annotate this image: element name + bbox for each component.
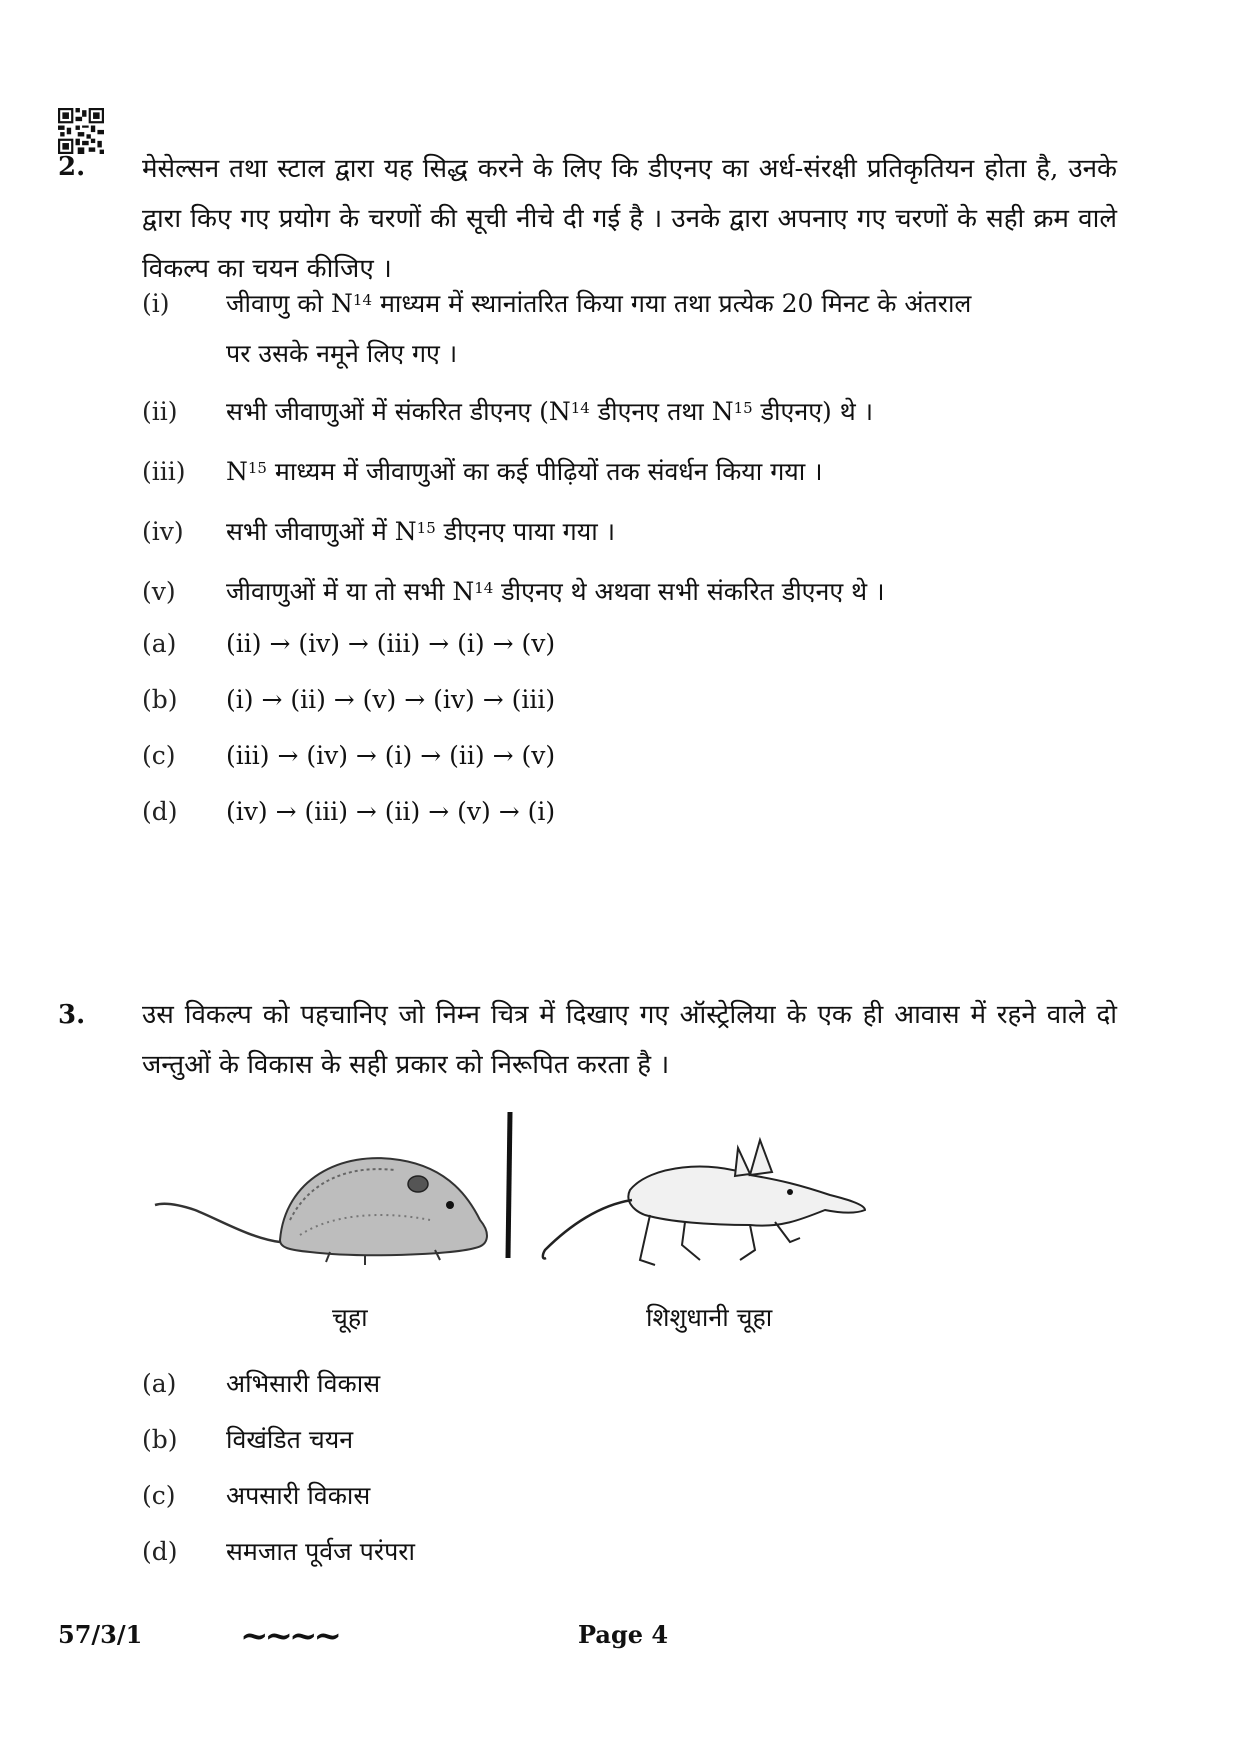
step-iii: (iii) $N^{15}$ माध्यम में जीवाणुओं का कई पीढ़ियों तक संवर्धन किया गया । — [142, 452, 823, 492]
caption-marsupial-mouse: शिशुधानी चूहा — [646, 1303, 773, 1332]
question-3-text: उस विकल्प को पहचानिए जो निम्न चित्र में दिखाए गए ऑस्ट्रेलिया के एक ही आवास में रहने वाले दो जन्तुओं के विकास के सही प्रकार को निरूपित करता है । — [142, 1000, 1117, 1080]
animals-figure — [150, 1110, 890, 1310]
option-label: (b) — [142, 1425, 178, 1454]
option-label: (a) — [142, 629, 177, 658]
option-text: (iii) → (iv) → (i) → (ii) → (v) — [226, 741, 556, 770]
step-v: (v) जीवाणुओं में या तो सभी $N^{14}$ डीएनए थे अथवा सभी संकरित डीएनए थे । — [142, 572, 885, 612]
option-label: (d) — [142, 797, 178, 826]
option-label: (c) — [142, 1481, 176, 1510]
q2-option-c[interactable] — [142, 736, 555, 776]
q3-option-a[interactable] — [142, 1364, 380, 1404]
figure-divider — [508, 1112, 510, 1258]
option-text: (i) → (ii) → (v) → (iv) → (iii) — [226, 685, 556, 714]
step-label: (ii) — [142, 397, 178, 426]
option-label: (b) — [142, 685, 178, 714]
marsupial-mouse-illustration — [543, 1140, 865, 1265]
question-3-number: 3. — [58, 1000, 86, 1030]
question-2-text: मेसेल्सन तथा स्टाल द्वारा यह सिद्ध करने के लिए कि डीएनए का अर्ध-संरक्षी प्रतिकृतियन होता है, उनके द्वारा किए गए प्रयोग के चरणों की सूची नीचे दी गई है । उनके द्वारा अपनाए गए चरणों के सही क्रम वाले विकल्प का चयन कीजिए । — [142, 154, 1117, 284]
q3-option-d[interactable] — [142, 1532, 415, 1572]
caption-rat: चूहा — [332, 1303, 368, 1332]
step-label: (v) — [142, 577, 176, 606]
option-text: अपसारी विकास — [226, 1481, 371, 1510]
qr-code — [58, 108, 104, 154]
step-label: (iv) — [142, 517, 184, 546]
footer-tilde: ~~~~ — [240, 1616, 338, 1656]
step-i: (i) जीवाणु को $N^{14}$ माध्यम में स्थानांतरित किया गया तथा प्रत्येक 20 मिनट के अंतराल — [142, 284, 971, 324]
option-text: अभिसारी विकास — [226, 1369, 381, 1398]
option-text: समजात पूर्वज परंपरा — [226, 1537, 415, 1566]
paper-code: 57/3/1 — [58, 1620, 143, 1649]
option-label: (a) — [142, 1369, 177, 1398]
q2-option-a[interactable] — [142, 624, 555, 664]
step-label: (i) — [142, 289, 170, 318]
option-label: (c) — [142, 741, 176, 770]
option-label: (d) — [142, 1537, 178, 1566]
q3-option-b[interactable] — [142, 1420, 353, 1460]
option-text: (iv) → (iii) → (ii) → (v) → (i) — [226, 797, 556, 826]
q2-option-b[interactable] — [142, 680, 555, 720]
page-number: Page 4 — [578, 1620, 669, 1649]
question-2-number: 2. — [58, 152, 86, 182]
q2-option-d[interactable] — [142, 792, 555, 832]
option-text: विखंडित चयन — [226, 1425, 354, 1454]
step-i-continued: पर उसके नमूने लिए गए । — [226, 339, 458, 368]
option-text: (ii) → (iv) → (iii) → (i) → (v) — [226, 629, 556, 658]
step-iv: (iv) सभी जीवाणुओं में $N^{15}$ डीएनए पाया गया । — [142, 512, 615, 552]
q3-option-c[interactable] — [142, 1476, 370, 1516]
step-ii: (ii) सभी जीवाणुओं में संकरित डीएनए ($N^{14}$ डीएनए तथा $N^{15}$ डीएनए) थे । — [142, 392, 873, 432]
rat-illustration — [155, 1158, 487, 1265]
step-label: (iii) — [142, 457, 186, 486]
